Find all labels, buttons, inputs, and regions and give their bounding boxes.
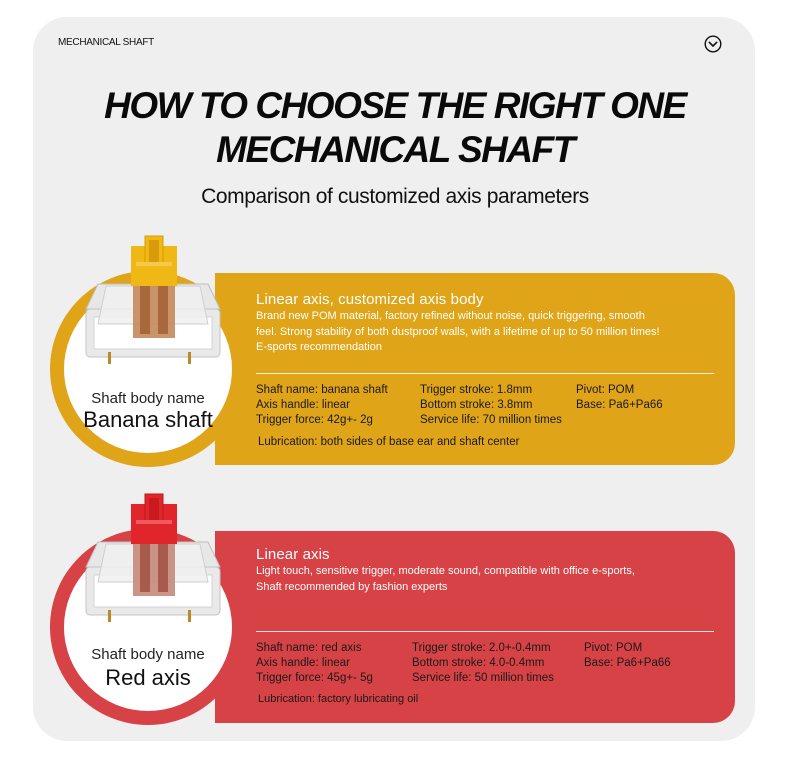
red-specs-col-2: [412, 641, 554, 686]
banana-lubrication: Lubrication: both sides of base ear and shaft center: [258, 436, 520, 448]
banana-heading: Linear axis, customized axis body: [256, 291, 484, 308]
banana-desc-line-3: E-sports recommendation: [256, 341, 382, 353]
banana-specs-col-3: [576, 383, 663, 413]
spec-shaft-name: Shaft name: red axis: [256, 642, 362, 654]
spec-pivot: Pivot: POM: [584, 642, 643, 654]
page-title-line-2: MECHANICAL SHAFT: [216, 129, 574, 170]
red-specs-col-1: [256, 641, 373, 686]
banana-caption-small: Shaft body name: [91, 390, 205, 407]
banana-caption-large: Banana shaft: [83, 407, 213, 432]
banana-desc-line-1: Brand new POM material, factory refined without noise, quick triggering, smooth: [256, 310, 645, 322]
spec-base: Base: Pa6+Pa66: [584, 657, 671, 669]
spec-trigger-stroke: Trigger stroke: 1.8mm: [420, 384, 533, 396]
banana-divider: [256, 373, 714, 374]
spec-shaft-name: Shaft name: banana shaft: [256, 384, 388, 396]
red-lubrication: Lubrication: factory lubricating oil: [258, 693, 419, 705]
spec-trigger-force: Trigger force: 45g+- 5g: [256, 672, 373, 684]
spec-axis-handle: Axis handle: linear: [256, 657, 350, 669]
section-label: MECHANICAL SHAFT: [58, 37, 154, 48]
banana-switch-image: [78, 234, 228, 369]
spec-bottom-stroke: Bottom stroke: 3.8mm: [420, 399, 533, 411]
red-heading: Linear axis: [256, 546, 330, 563]
red-caption-small: Shaft body name: [91, 646, 205, 663]
red-desc-line-2: Shaft recommended by fashion experts: [256, 580, 448, 593]
spec-service-life: Service life: 70 million times: [420, 414, 562, 426]
chevron-down-circle-icon[interactable]: [704, 35, 722, 53]
spec-base: Base: Pa6+Pa66: [576, 399, 663, 411]
banana-desc-line-2: feel. Strong stability of both dustproof walls, with a lifetime of up to 50 million times!: [256, 325, 660, 338]
spec-axis-handle: Axis handle: linear: [256, 399, 350, 411]
spec-pivot: Pivot: POM: [576, 384, 635, 396]
red-switch-image: [78, 492, 228, 627]
red-desc-line-1: Light touch, sensitive trigger, moderate sound, compatible with office e-sports,: [256, 565, 635, 577]
spec-service-life: Service life: 50 million times: [412, 672, 554, 684]
spec-trigger-force: Trigger force: 42g+- 2g: [256, 414, 373, 426]
red-specs-col-3: [584, 641, 671, 671]
red-caption-large: Red axis: [105, 665, 191, 690]
banana-description: [256, 309, 660, 356]
red-description: [256, 564, 635, 595]
spec-bottom-stroke: Bottom stroke: 4.0-0.4mm: [412, 657, 545, 669]
page-title-line-1: HOW TO CHOOSE THE RIGHT ONE: [104, 85, 686, 126]
banana-specs-col-2: [420, 383, 562, 428]
red-divider: [256, 631, 714, 632]
page-subtitle: Comparison of customized axis parameters: [201, 185, 589, 208]
banana-specs-col-1: [256, 383, 388, 428]
spec-trigger-stroke: Trigger stroke: 2.0+-0.4mm: [412, 642, 551, 654]
